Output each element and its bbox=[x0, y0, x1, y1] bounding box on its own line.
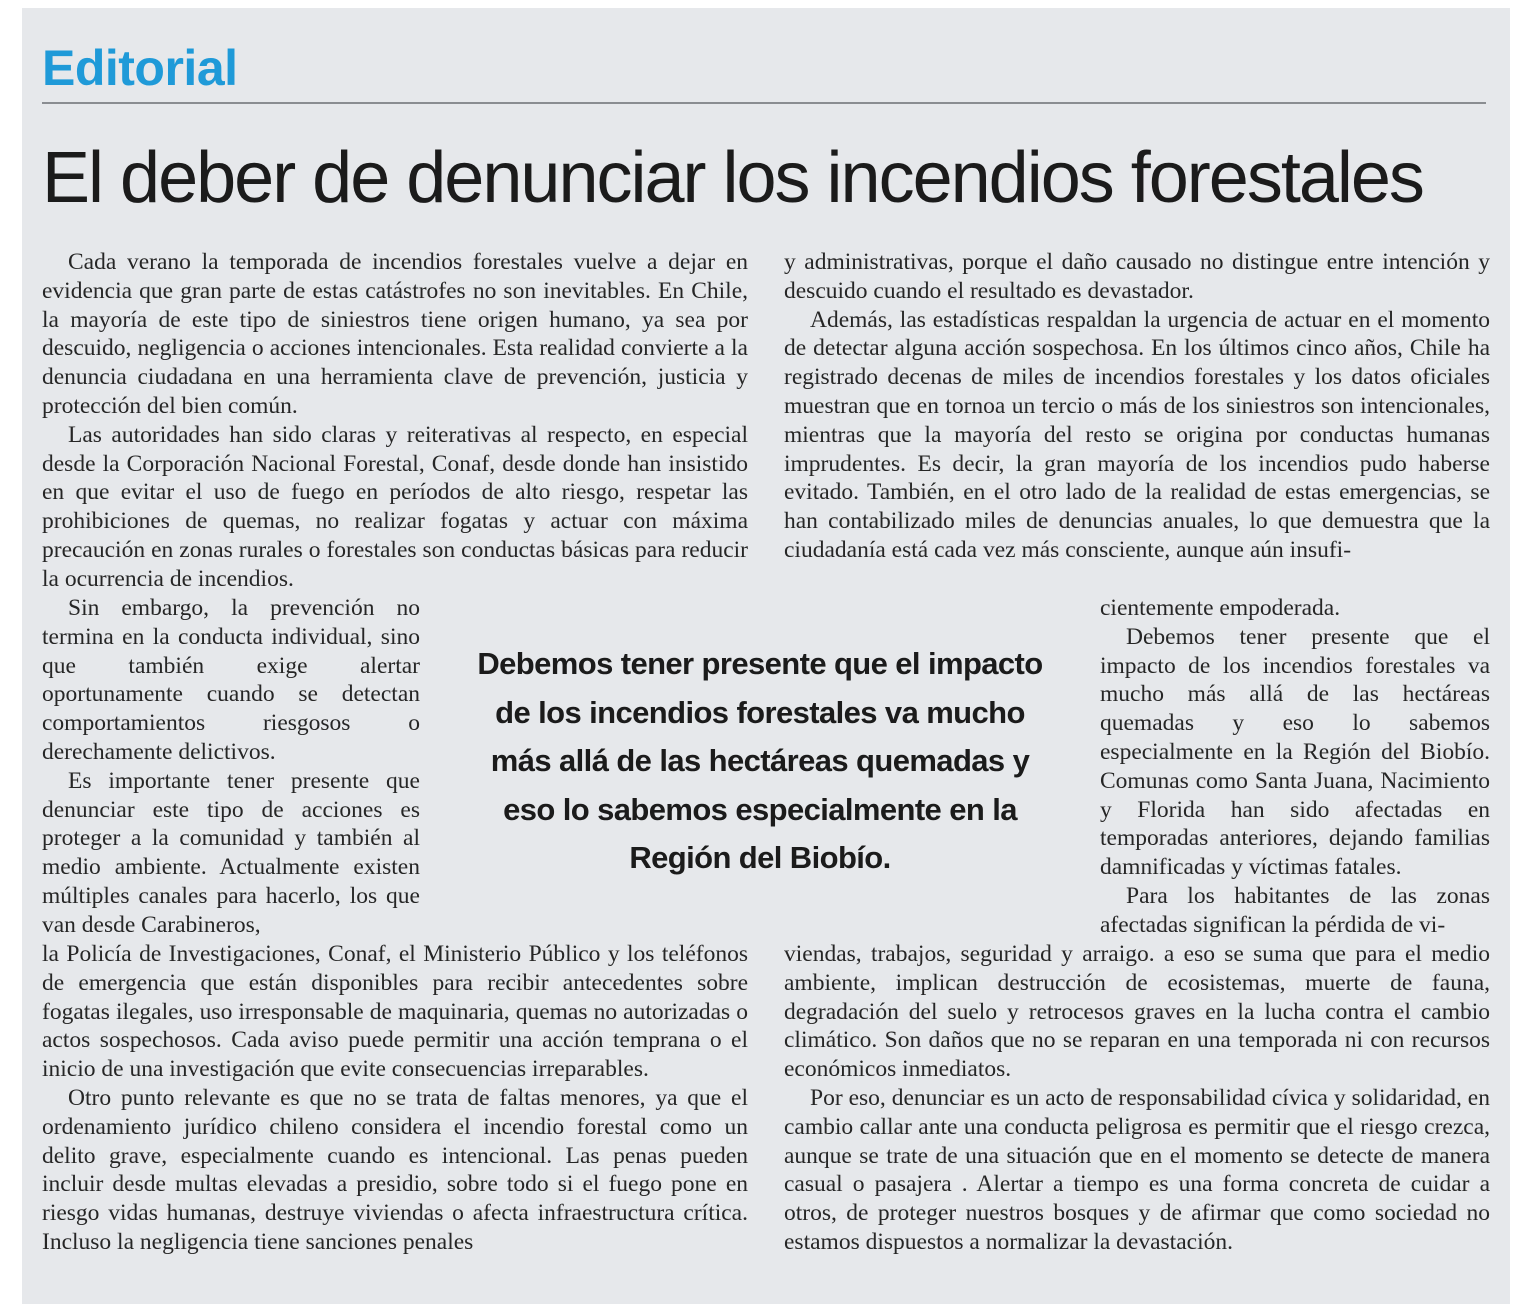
paragraph: Es importante tener presente que denunciar este tipo de acciones es proteger a la comunidad y también al medio ambiente. Actualmente existen múltiples canales para hacerlo, los que van desde Carabineros, bbox=[42, 767, 420, 938]
editorial-page bbox=[22, 8, 1510, 1304]
paragraph: Las autoridades han sido claras y reiterativas al respecto, en especial desde la Corporación Nacional Forestal, Conaf, desde donde han insistido en que evitar el uso de fuego en períodos de alto riesgo, respetar las prohibiciones de quemas, no realizar fogatas y actuar con máxima precaución en zonas rurales o forestales son conductas básicas para reducir la ocurrencia de incendios. bbox=[42, 421, 748, 592]
column-left-top bbox=[42, 248, 748, 594]
paragraph: la Policía de Investigaciones, Conaf, el Ministerio Público y los teléfonos de emergencia que están disponibles para recibir antecedentes sobre fogatas ilegales, uso irresponsable de maquinaria, quemas no autorizadas o actos sospechosos. Cada aviso puede permitir una acción temprana o el inicio de una investigación que evite consecuencias irreparables. bbox=[42, 941, 748, 1083]
paragraph: Además, las estadísticas respaldan la urgencia de actuar en el momento de detectar alguna acción sospechosa. En los últimos cinco años, Chile ha registrado decenas de miles de incendios forestales y los datos oficiales muestran que en tornoa un tercio o más de los siniestros son intencionales, mientras que la mayoría del resto se origina por conductas humanas imprudentes. Es decir, la gran mayoría de los incendios pudo haberse evitado. También, en el otro lado de la realidad de estas emergencias, se han contabilizado miles de denuncias anuales, lo que demuestra que la ciudadanía está cada vez más consciente, aunque aún insufi- bbox=[784, 306, 1490, 563]
paragraph: Otro punto relevante es que no se trata de faltas menores, ya que el ordenamiento jurídico chileno considera el incendio forestal como un delito grave, especialmente cuando es intencional. Las penas pueden incluir desde multas elevadas a presidio, sobre todo si el fuego pone en riesgo vidas humanas, destruye viviendas o afecta infraestructura crítica. Incluso la negligencia tiene sanciones penales bbox=[42, 1084, 748, 1255]
section-divider bbox=[42, 102, 1486, 104]
paragraph: Debemos tener presente que el impacto de los incendios forestales va mucho más allá de las hectáreas quemadas y eso lo sabemos especialmente en la Región del Biobío. Comunas como Santa Juana, Nacimiento y Florida han sido afectadas en temporadas anteriores, dejando familias damnificadas y víctimas fatales. bbox=[1100, 623, 1490, 881]
paragraph: y administrativas, porque el daño causado no distingue entre intención y descuido cuando el resultado es devastador. bbox=[784, 249, 1490, 304]
paragraph: viendas, trabajos, seguridad y arraigo. a eso se suma que para el medio ambiente, implican destrucción de ecosistemas, muerte de fauna, degradación del suelo y retrocesos graves en la lucha contra el cambio climático. Son daños que no se reparan en una temporada ni con recursos económicos inmediatos. bbox=[784, 941, 1490, 1083]
column-left-bottom bbox=[42, 940, 748, 1257]
paragraph: Para los habitantes de las zonas afectadas significan la pérdida de vi- bbox=[1100, 882, 1490, 938]
headline: El deber de denunciar los incendios forestales bbox=[42, 138, 1423, 218]
column-left-narrow bbox=[42, 594, 420, 940]
column-right-top bbox=[784, 248, 1490, 565]
paragraph: Cada verano la temporada de incendios forestales vuelve a dejar en evidencia que gran parte de estas catástrofes no son inevitables. En Chile, la mayoría de este tipo de siniestros tiene origen humano, ya sea por descuido, negligencia o acciones intencionales. Esta realidad convierte a la denuncia ciudadana en una herramienta clave de prevención, justicia y protección del bien común. bbox=[42, 249, 748, 419]
column-right-bottom bbox=[784, 940, 1490, 1257]
paragraph: Por eso, denunciar es un acto de responsabilidad cívica y solidaridad, en cambio callar ante una conducta peligrosa es permitir que el riesgo crezca, aunque se trate de una situación que en el momento se detecte de manera casual o pasajera . Alertar a tiempo es una forma concreta de cuidar a otros, de proteger nuestros bosques y de afirmar que como sociedad no estamos dispuestos a normalizar la devastación. bbox=[784, 1084, 1490, 1255]
pull-quote: Debemos tener presente que el impacto de los incendios forestales va mucho más allá de las hectáreas quemadas y eso lo sabemos especialmente en la Región del Biobío. bbox=[477, 646, 1043, 875]
section-label: Editorial bbox=[42, 40, 238, 96]
paragraph: cientemente empoderada. bbox=[1100, 595, 1341, 621]
column-right-narrow bbox=[1100, 594, 1490, 940]
paragraph: Sin embargo, la prevención no termina en la conducta individual, sino que también exige alertar oportunamente cuando se detectan comportamientos riesgosos o derechamente delictivos. bbox=[42, 595, 420, 765]
